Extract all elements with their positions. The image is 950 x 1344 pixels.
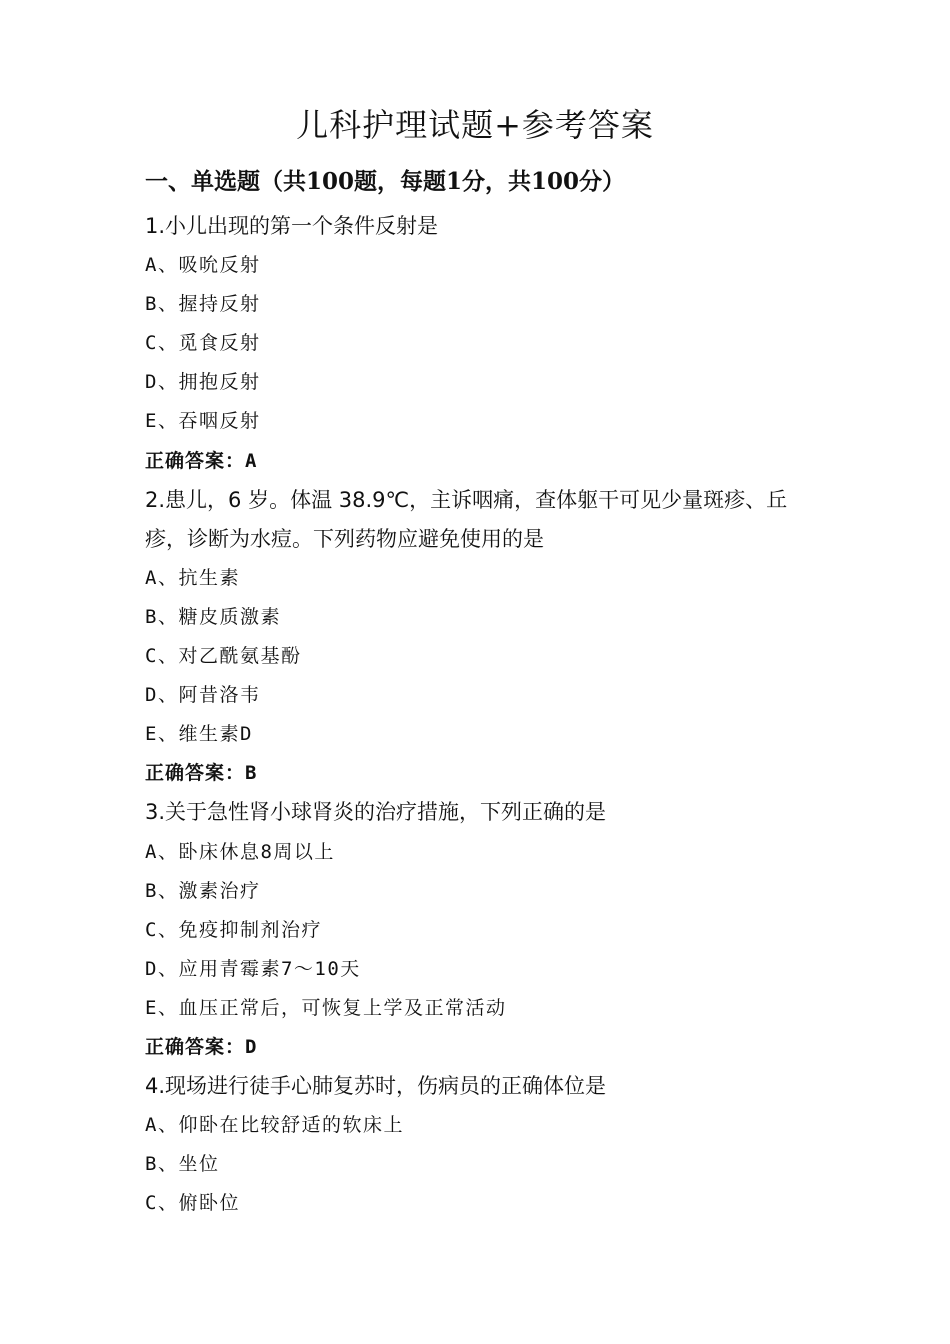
option-b: B、激素治疗 [145, 879, 261, 902]
correct-answer: 正确答案：D [145, 1035, 258, 1058]
option-c: C、对乙酰氨基酚 [145, 645, 302, 668]
question-block [145, 793, 825, 1067]
correct-answer: 正确答案：B [145, 762, 258, 785]
correct-answer: 正确答案：A [145, 449, 258, 472]
option-a: A、吸吮反射 [145, 254, 261, 277]
option-a: A、卧床休息8周以上 [145, 840, 335, 863]
option-e: E、血压正常后，可恢复上学及正常活动 [145, 996, 507, 1019]
question-stem: 4.现场进行徒手心肺复苏时，伤病员的正确体位是 [145, 1074, 607, 1099]
option-b: B、糖皮质激素 [145, 605, 281, 628]
option-c: C、俯卧位 [145, 1192, 240, 1215]
option-c: C、免疫抑制剂治疗 [145, 918, 322, 941]
option-a: A、抗生素 [145, 566, 240, 589]
question-block [145, 207, 825, 481]
question-stem: 3.关于急性肾小球肾炎的治疗措施，下列正确的是 [145, 800, 607, 825]
option-d: D、阿昔洛韦 [145, 684, 261, 707]
question-stem: 1.小儿出现的第一个条件反射是 [145, 214, 439, 238]
option-b: B、握持反射 [145, 293, 261, 316]
question-block [145, 1067, 825, 1223]
option-e: E、吞咽反射 [145, 410, 261, 433]
option-d: D、拥抱反射 [145, 371, 261, 394]
option-a: A、仰卧在比较舒适的软床上 [145, 1114, 404, 1137]
option-e: E、维生素D [145, 723, 253, 746]
section-heading: 一、单选题（共100题，每题1分，共100分） [145, 168, 626, 195]
option-b: B、坐位 [145, 1153, 220, 1176]
option-c: C、觅食反射 [145, 332, 261, 355]
question-stem: 2.患儿，6 岁。体温 38.9℃，主诉咽痛，查体躯干可见少量斑疹、丘疹，诊断为水痘。下列药物应避免使用的是 [145, 487, 788, 551]
question-list [145, 207, 825, 1223]
option-d: D、应用青霉素7～10天 [145, 957, 361, 980]
document-title: 儿科护理试题+参考答案 [296, 106, 654, 144]
question-block [145, 481, 825, 794]
